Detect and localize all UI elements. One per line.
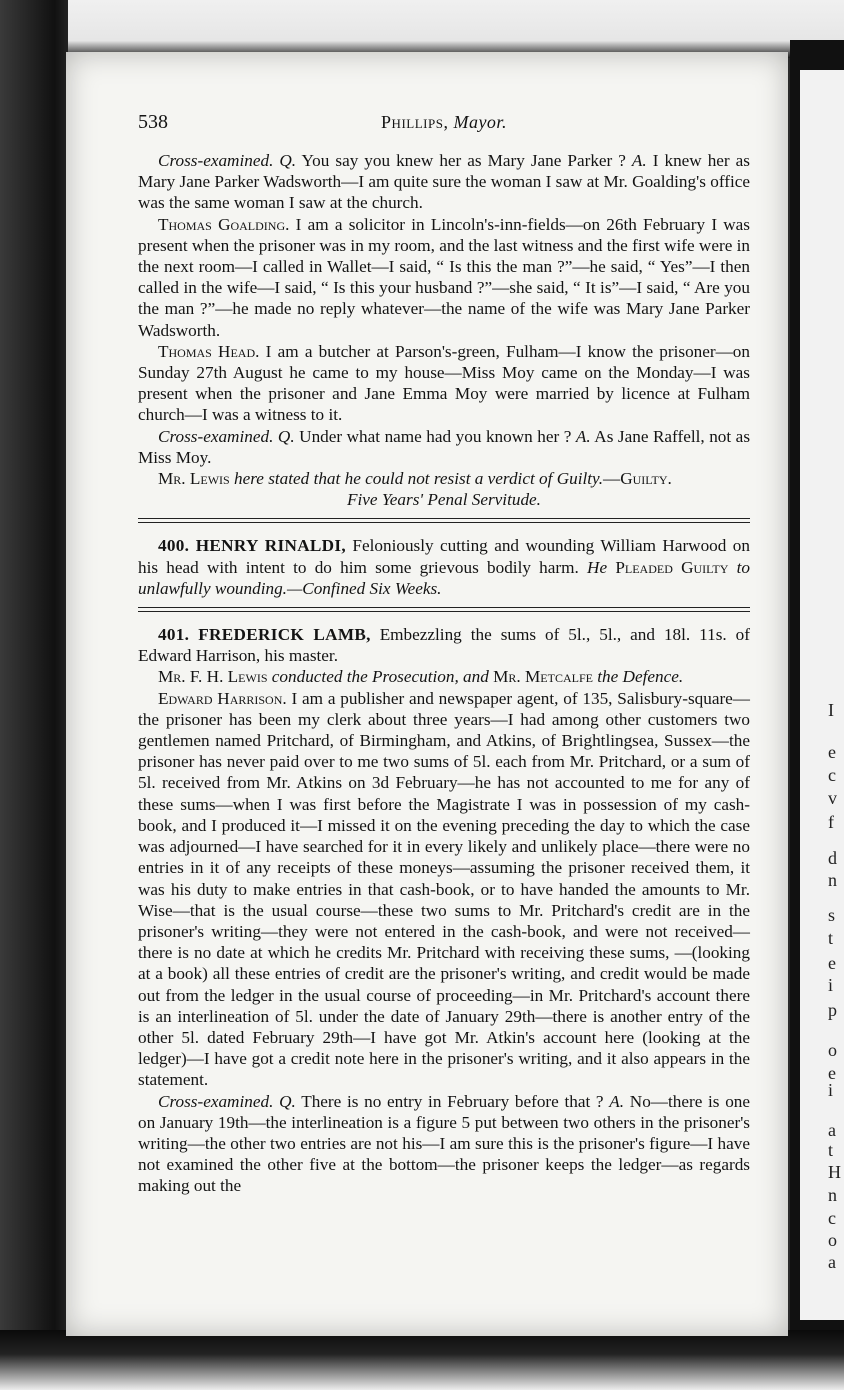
case-divider [138,607,750,612]
facing-page-letter: a [828,1120,836,1140]
page-header [138,110,750,144]
verdict-line: Mr. Lewis here stated that he could not resist a verdict of Guilty.—Guilty. [158,469,672,489]
running-title: Phillips, Mayor. [381,112,507,132]
facing-page-letter: i [828,1080,834,1100]
sentence: Five Years' Penal Servitude. [347,490,541,510]
facing-page-letter: n [828,870,837,890]
facing-page-letter: n [828,1185,837,1205]
paragraph: Thomas Head. I am a butcher at Parson's-green, Fulham—I know the prisoner—on Sunday 27th August he came to my house—Miss Moy came on the Monday—I was present when the prisoner and Jane Emma Moy were married by licence at Fulham church—I was a witness to it. [138,341,750,425]
paragraph: Thomas Goalding. I am a solicitor in Lincoln's-inn-fields—on 26th February I was present when the prisoner was in my room, and the last witness and the first wife were in the next room—I called in Wallet—I said, “ Is this the man ?”—he said, “ Yes”—I then called in the wife—I said, “ Is this your husband ?”—she said, “ It is”—I said, “ Are you the man ?”—he made no reply whatever—the name of the wife was Mary Jane Parker Wadsworth. [138,214,750,340]
facing-page-letter: e [828,742,836,762]
facing-page-letter: i [828,975,834,995]
facing-page-letter: c [828,1208,836,1228]
facing-page-letter: v [828,788,837,808]
paragraph: Cross-examined. Q. You say you knew her as Mary Jane Parker ? A. I knew her as Mary Jane Parker Wadsworth—I am quite sure the woman I saw at Mr. Goalding's office was the same woman I saw at the church. [138,151,750,213]
facing-page-letter: e [828,953,836,973]
facing-page-edge [800,70,844,1320]
paragraph: Cross-examined. Q. There is no entry in February before that ? A. No—there is one on January 19th—the interlineation is a figure 5 put between two others in the prisoner's writing—the other two entries are not his—I am sure this is the prisoner's figure—I have not examined the other five at the bottom—the prisoner keeps the ledger—as regards making out the [138,1091,751,1196]
facing-page-letter: t [828,928,834,948]
microfilm-bottom-margin [0,1330,844,1390]
facing-page-letter: p [828,1000,837,1020]
case-divider [138,518,750,523]
case-heading-401: 401. FREDERICK LAMB, Embezzling the sums of 5l., 5l., and 18l. 11s. of Edward Harrison, his master. [138,625,750,666]
facing-page-letter: o [828,1230,837,1250]
page-number: 538 [138,111,168,133]
paragraph: Cross-examined. Q. Under what name had you known her ? A. As Jane Raffell, not as Miss Moy. [138,426,751,467]
page-text [138,110,750,1197]
facing-page-letter: H [828,1162,841,1182]
counsel-line: Mr. F. H. Lewis conducted the Prosecution, and Mr. Metcalfe the Defence. [158,667,684,687]
case-heading-400: 400. HENRY RINALDI, Feloniously cutting and wounding William Harwood on his head with intent to do him some grievous bodily harm. He Pleaded Guilty to unlawfully wounding.—Confined Six Weeks. [138,536,750,598]
facing-page-letter: a [828,1252,836,1272]
microfilm-top-margin [0,0,844,58]
facing-page-letter: c [828,765,836,785]
facing-page-letter: f [828,812,834,832]
microfilm-left-margin [0,0,68,1390]
facing-page-letter: s [828,905,836,925]
paragraph: Edward Harrison. I am a publisher and newspaper agent, of 135, Salisbury-square—the prisoner has been my clerk about three years—I had among other customers two gentlemen named Pritchard, of Birmingham, and Atkins, of Brightlingsea, Sussex—the prisoner has never paid over to me two sums of 5l. each from Mr. Pritchard, or a sum of 5l. received from Mr. Atkins on 3d February—he has not accounted to me for any of these sums—when I was first before the Magistrate I was in possession of my cash-book, and I produced it—I missed it on the evening preceding the day to which the case was adjourned—I have searched for it in every likely and unlikely place—there were no entries in it of any receipts of these moneys—assuming the prisoner received them, it was his duty to make entries in that cash-book, or to have handed the amounts to Mr. Wise—that is the usual course—these two sums to Mr. Pritchard's credit are in the prisoner's writing—they were not entered in the cash-book, and were not received—there is no date at which he credits Mr. Pritchard with receiving these sums, —(looking at a book) all these entries of credit are the prisoner's writing, and credit would be made out from the ledger in the usual course of proceeding—in Mr. Pritchard's account there is an interlineation of 5l. under the date of January 29th—there is another entry of the other 5l. dated February 29th—I have got Mr. Atkin's account here (looking at the ledger)—I have got a credit note here in the prisoner's writing, and it also appears in the statement. [138,688,750,1090]
facing-page-letter: I [828,700,834,720]
book-page [66,52,788,1336]
facing-page-letter: t [828,1140,834,1160]
facing-page-letter: o [828,1040,837,1060]
facing-page-letter: e [828,1063,836,1083]
facing-page-letter: d [828,848,837,868]
